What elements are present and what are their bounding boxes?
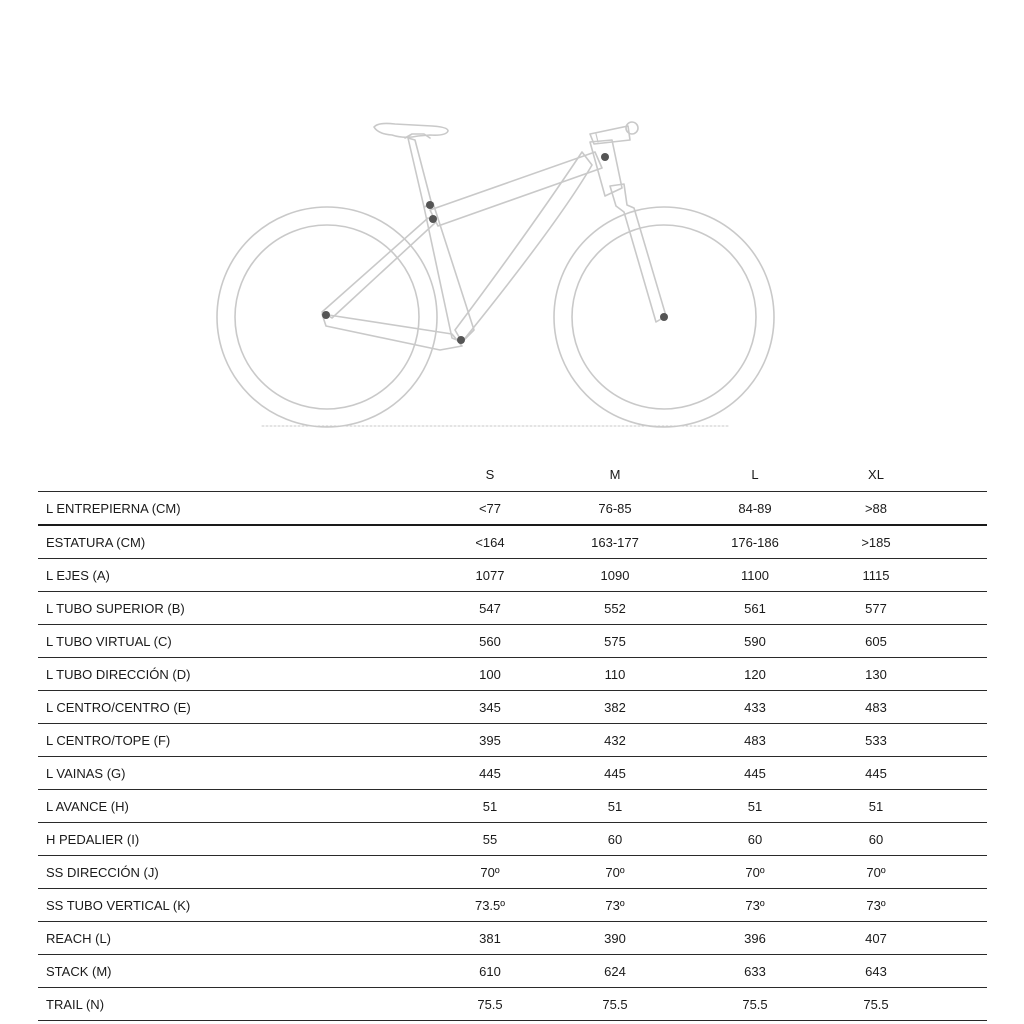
pivot-dot — [426, 201, 434, 209]
value-cell-m: 70º — [556, 856, 674, 889]
value-cell-l: 51 — [674, 790, 836, 823]
value-cell-s: 395 — [424, 724, 556, 757]
value-cell-xl: 60 — [836, 823, 916, 856]
value-cell-s: 560 — [424, 625, 556, 658]
value-cell-m: 390 — [556, 922, 674, 955]
value-cell-xl: 51 — [836, 790, 916, 823]
row-label: L EJES (A) — [38, 559, 424, 592]
value-cell-xl: 483 — [836, 691, 916, 724]
value-cell-s: <164 — [424, 525, 556, 559]
value-cell-xl: 605 — [836, 625, 916, 658]
value-cell-m: 432 — [556, 724, 674, 757]
value-cell-m: 60 — [556, 823, 674, 856]
table-row — [38, 625, 987, 658]
fork — [610, 184, 666, 322]
rear-axle-dot — [322, 311, 330, 319]
row-pad — [916, 691, 987, 724]
geometry-table — [38, 458, 987, 1021]
row-pad — [916, 889, 987, 922]
row-label: L TUBO SUPERIOR (B) — [38, 592, 424, 625]
table-row — [38, 889, 987, 922]
value-cell-l: 633 — [674, 955, 836, 988]
size-header-s: S — [424, 458, 556, 492]
value-cell-m: 624 — [556, 955, 674, 988]
table-row — [38, 492, 987, 526]
size-header-l: L — [674, 458, 836, 492]
row-pad — [916, 988, 987, 1021]
table-row — [38, 658, 987, 691]
value-cell-l: 483 — [674, 724, 836, 757]
header-label-cell — [38, 458, 424, 492]
row-label: L ENTREPIERNA (CM) — [38, 492, 424, 526]
pivot-dot — [429, 215, 437, 223]
value-cell-m: 575 — [556, 625, 674, 658]
size-header-row — [38, 458, 987, 492]
row-pad — [916, 757, 987, 790]
value-cell-s: 610 — [424, 955, 556, 988]
pivot-dot — [601, 153, 609, 161]
value-cell-xl: 577 — [836, 592, 916, 625]
value-cell-xl: 73º — [836, 889, 916, 922]
table-row — [38, 724, 987, 757]
value-cell-m: 73º — [556, 889, 674, 922]
value-cell-xl: 533 — [836, 724, 916, 757]
value-cell-s: 100 — [424, 658, 556, 691]
value-cell-l: 590 — [674, 625, 836, 658]
table-row — [38, 922, 987, 955]
row-label: SS TUBO VERTICAL (K) — [38, 889, 424, 922]
row-label: L CENTRO/TOPE (F) — [38, 724, 424, 757]
value-cell-xl: 75.5 — [836, 988, 916, 1021]
value-cell-m: 382 — [556, 691, 674, 724]
value-cell-s: 345 — [424, 691, 556, 724]
value-cell-xl: 407 — [836, 922, 916, 955]
row-pad — [916, 823, 987, 856]
value-cell-l: 84-89 — [674, 492, 836, 526]
seat-stay — [322, 218, 436, 318]
seatpost — [408, 138, 432, 207]
value-cell-m: 76-85 — [556, 492, 674, 526]
value-cell-xl: 70º — [836, 856, 916, 889]
front-axle-dot — [660, 313, 668, 321]
value-cell-s: 1077 — [424, 559, 556, 592]
row-pad — [916, 856, 987, 889]
table-row — [38, 856, 987, 889]
row-pad — [916, 724, 987, 757]
row-pad — [916, 492, 987, 526]
seat-tube — [424, 203, 474, 342]
bike-geometry-illustration — [0, 0, 1024, 440]
value-cell-l: 176-186 — [674, 525, 836, 559]
row-label: L AVANCE (H) — [38, 790, 424, 823]
value-cell-xl: >88 — [836, 492, 916, 526]
row-label: REACH (L) — [38, 922, 424, 955]
value-cell-xl: 1115 — [836, 559, 916, 592]
row-pad — [916, 955, 987, 988]
table-row — [38, 525, 987, 559]
value-cell-s: 55 — [424, 823, 556, 856]
value-cell-s: 75.5 — [424, 988, 556, 1021]
header-pad — [916, 458, 987, 492]
value-cell-s: 445 — [424, 757, 556, 790]
value-cell-m: 445 — [556, 757, 674, 790]
head-tube — [590, 140, 622, 196]
row-pad — [916, 922, 987, 955]
bottom-bracket-dot — [457, 336, 465, 344]
row-label: STACK (M) — [38, 955, 424, 988]
value-cell-s: <77 — [424, 492, 556, 526]
value-cell-l: 75.5 — [674, 988, 836, 1021]
row-label: SS DIRECCIÓN (J) — [38, 856, 424, 889]
row-label: L CENTRO/CENTRO (E) — [38, 691, 424, 724]
size-header-m: M — [556, 458, 674, 492]
value-cell-xl: 445 — [836, 757, 916, 790]
row-label: ESTATURA (CM) — [38, 525, 424, 559]
table-row — [38, 757, 987, 790]
table-row — [38, 592, 987, 625]
table-row — [38, 790, 987, 823]
value-cell-s: 51 — [424, 790, 556, 823]
value-cell-l: 561 — [674, 592, 836, 625]
row-label: TRAIL (N) — [38, 988, 424, 1021]
value-cell-l: 73º — [674, 889, 836, 922]
value-cell-s: 381 — [424, 922, 556, 955]
value-cell-xl: 643 — [836, 955, 916, 988]
row-pad — [916, 592, 987, 625]
value-cell-l: 445 — [674, 757, 836, 790]
value-cell-s: 73.5º — [424, 889, 556, 922]
row-label: L TUBO VIRTUAL (C) — [38, 625, 424, 658]
table-row — [38, 559, 987, 592]
table-row — [38, 823, 987, 856]
value-cell-xl: >185 — [836, 525, 916, 559]
size-header-xl: XL — [836, 458, 916, 492]
row-pad — [916, 658, 987, 691]
value-cell-m: 51 — [556, 790, 674, 823]
row-label: H PEDALIER (I) — [38, 823, 424, 856]
table-row — [38, 691, 987, 724]
value-cell-l: 120 — [674, 658, 836, 691]
value-cell-s: 547 — [424, 592, 556, 625]
value-cell-l: 1100 — [674, 559, 836, 592]
value-cell-m: 163-177 — [556, 525, 674, 559]
row-label: L TUBO DIRECCIÓN (D) — [38, 658, 424, 691]
row-pad — [916, 625, 987, 658]
row-pad — [916, 525, 987, 559]
value-cell-s: 70º — [424, 856, 556, 889]
value-cell-l: 433 — [674, 691, 836, 724]
table-row — [38, 955, 987, 988]
row-label: L VAINAS (G) — [38, 757, 424, 790]
value-cell-m: 1090 — [556, 559, 674, 592]
row-pad — [916, 790, 987, 823]
value-cell-xl: 130 — [836, 658, 916, 691]
value-cell-l: 70º — [674, 856, 836, 889]
value-cell-m: 75.5 — [556, 988, 674, 1021]
value-cell-l: 396 — [674, 922, 836, 955]
table-row — [38, 988, 987, 1021]
value-cell-l: 60 — [674, 823, 836, 856]
value-cell-m: 110 — [556, 658, 674, 691]
row-pad — [916, 559, 987, 592]
chain-stay — [322, 314, 462, 350]
value-cell-m: 552 — [556, 592, 674, 625]
